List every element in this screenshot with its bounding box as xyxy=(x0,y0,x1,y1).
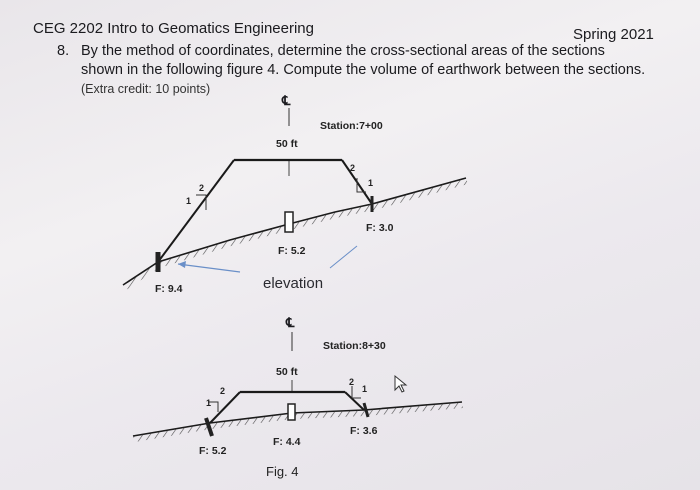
slope-left-v-1: 2 xyxy=(199,183,205,193)
centerline-icon: ℄ xyxy=(286,315,295,330)
term: Spring 2021 xyxy=(573,26,654,43)
fill-right-2: F: 3.6 xyxy=(350,425,378,437)
fill-left-2: F: 5.2 xyxy=(199,445,227,457)
slope-left-h-2: 1 xyxy=(206,398,212,408)
leader-arrow-left xyxy=(178,264,240,272)
slope-right-v-2: 2 xyxy=(349,377,355,387)
extra-credit: (Extra credit: 10 points) xyxy=(81,82,211,96)
station-label-1: Station:7+00 xyxy=(320,120,383,132)
fill-left-1: F: 9.4 xyxy=(155,283,183,295)
leader-arrow-right xyxy=(330,246,357,268)
width-label-2: 50 ft xyxy=(276,366,298,378)
fill-marker-center-1 xyxy=(285,212,293,232)
slope-left-v-2: 2 xyxy=(220,386,226,396)
slope-triangle-right-2 xyxy=(352,386,361,398)
question-line-1: By the method of coordinates, determine the cross-sectional areas of the sections xyxy=(81,43,605,59)
side-slope-left-2 xyxy=(210,392,240,423)
fill-marker-center-2 xyxy=(288,404,295,420)
question-line-2: shown in the following figure 4. Compute the volume of earthwork between the sections. xyxy=(81,62,646,78)
fill-center-2: F: 4.4 xyxy=(273,436,301,448)
centerline-icon: ℄ xyxy=(282,93,291,108)
station-label-2: Station:8+30 xyxy=(323,340,386,352)
elevation-annotation: elevation xyxy=(263,275,324,292)
question-number: 8. xyxy=(57,43,70,59)
slope-left-h-1: 1 xyxy=(186,196,192,206)
course-title: CEG 2202 Intro to Geomatics Engineering xyxy=(33,20,314,37)
fill-right-1: F: 3.0 xyxy=(366,222,394,234)
mouse-pointer-icon xyxy=(395,376,406,392)
fill-center-1: F: 5.2 xyxy=(278,245,306,257)
section-2 xyxy=(133,332,463,442)
figure-caption: Fig. 4 xyxy=(266,464,299,479)
slope-right-h-1: 1 xyxy=(368,178,374,188)
width-label-1: 50 ft xyxy=(276,138,298,150)
side-slope-right-2 xyxy=(345,392,364,410)
slope-right-v-1: 2 xyxy=(350,163,356,173)
slope-right-h-2: 1 xyxy=(362,384,368,394)
section-1 xyxy=(123,108,468,290)
